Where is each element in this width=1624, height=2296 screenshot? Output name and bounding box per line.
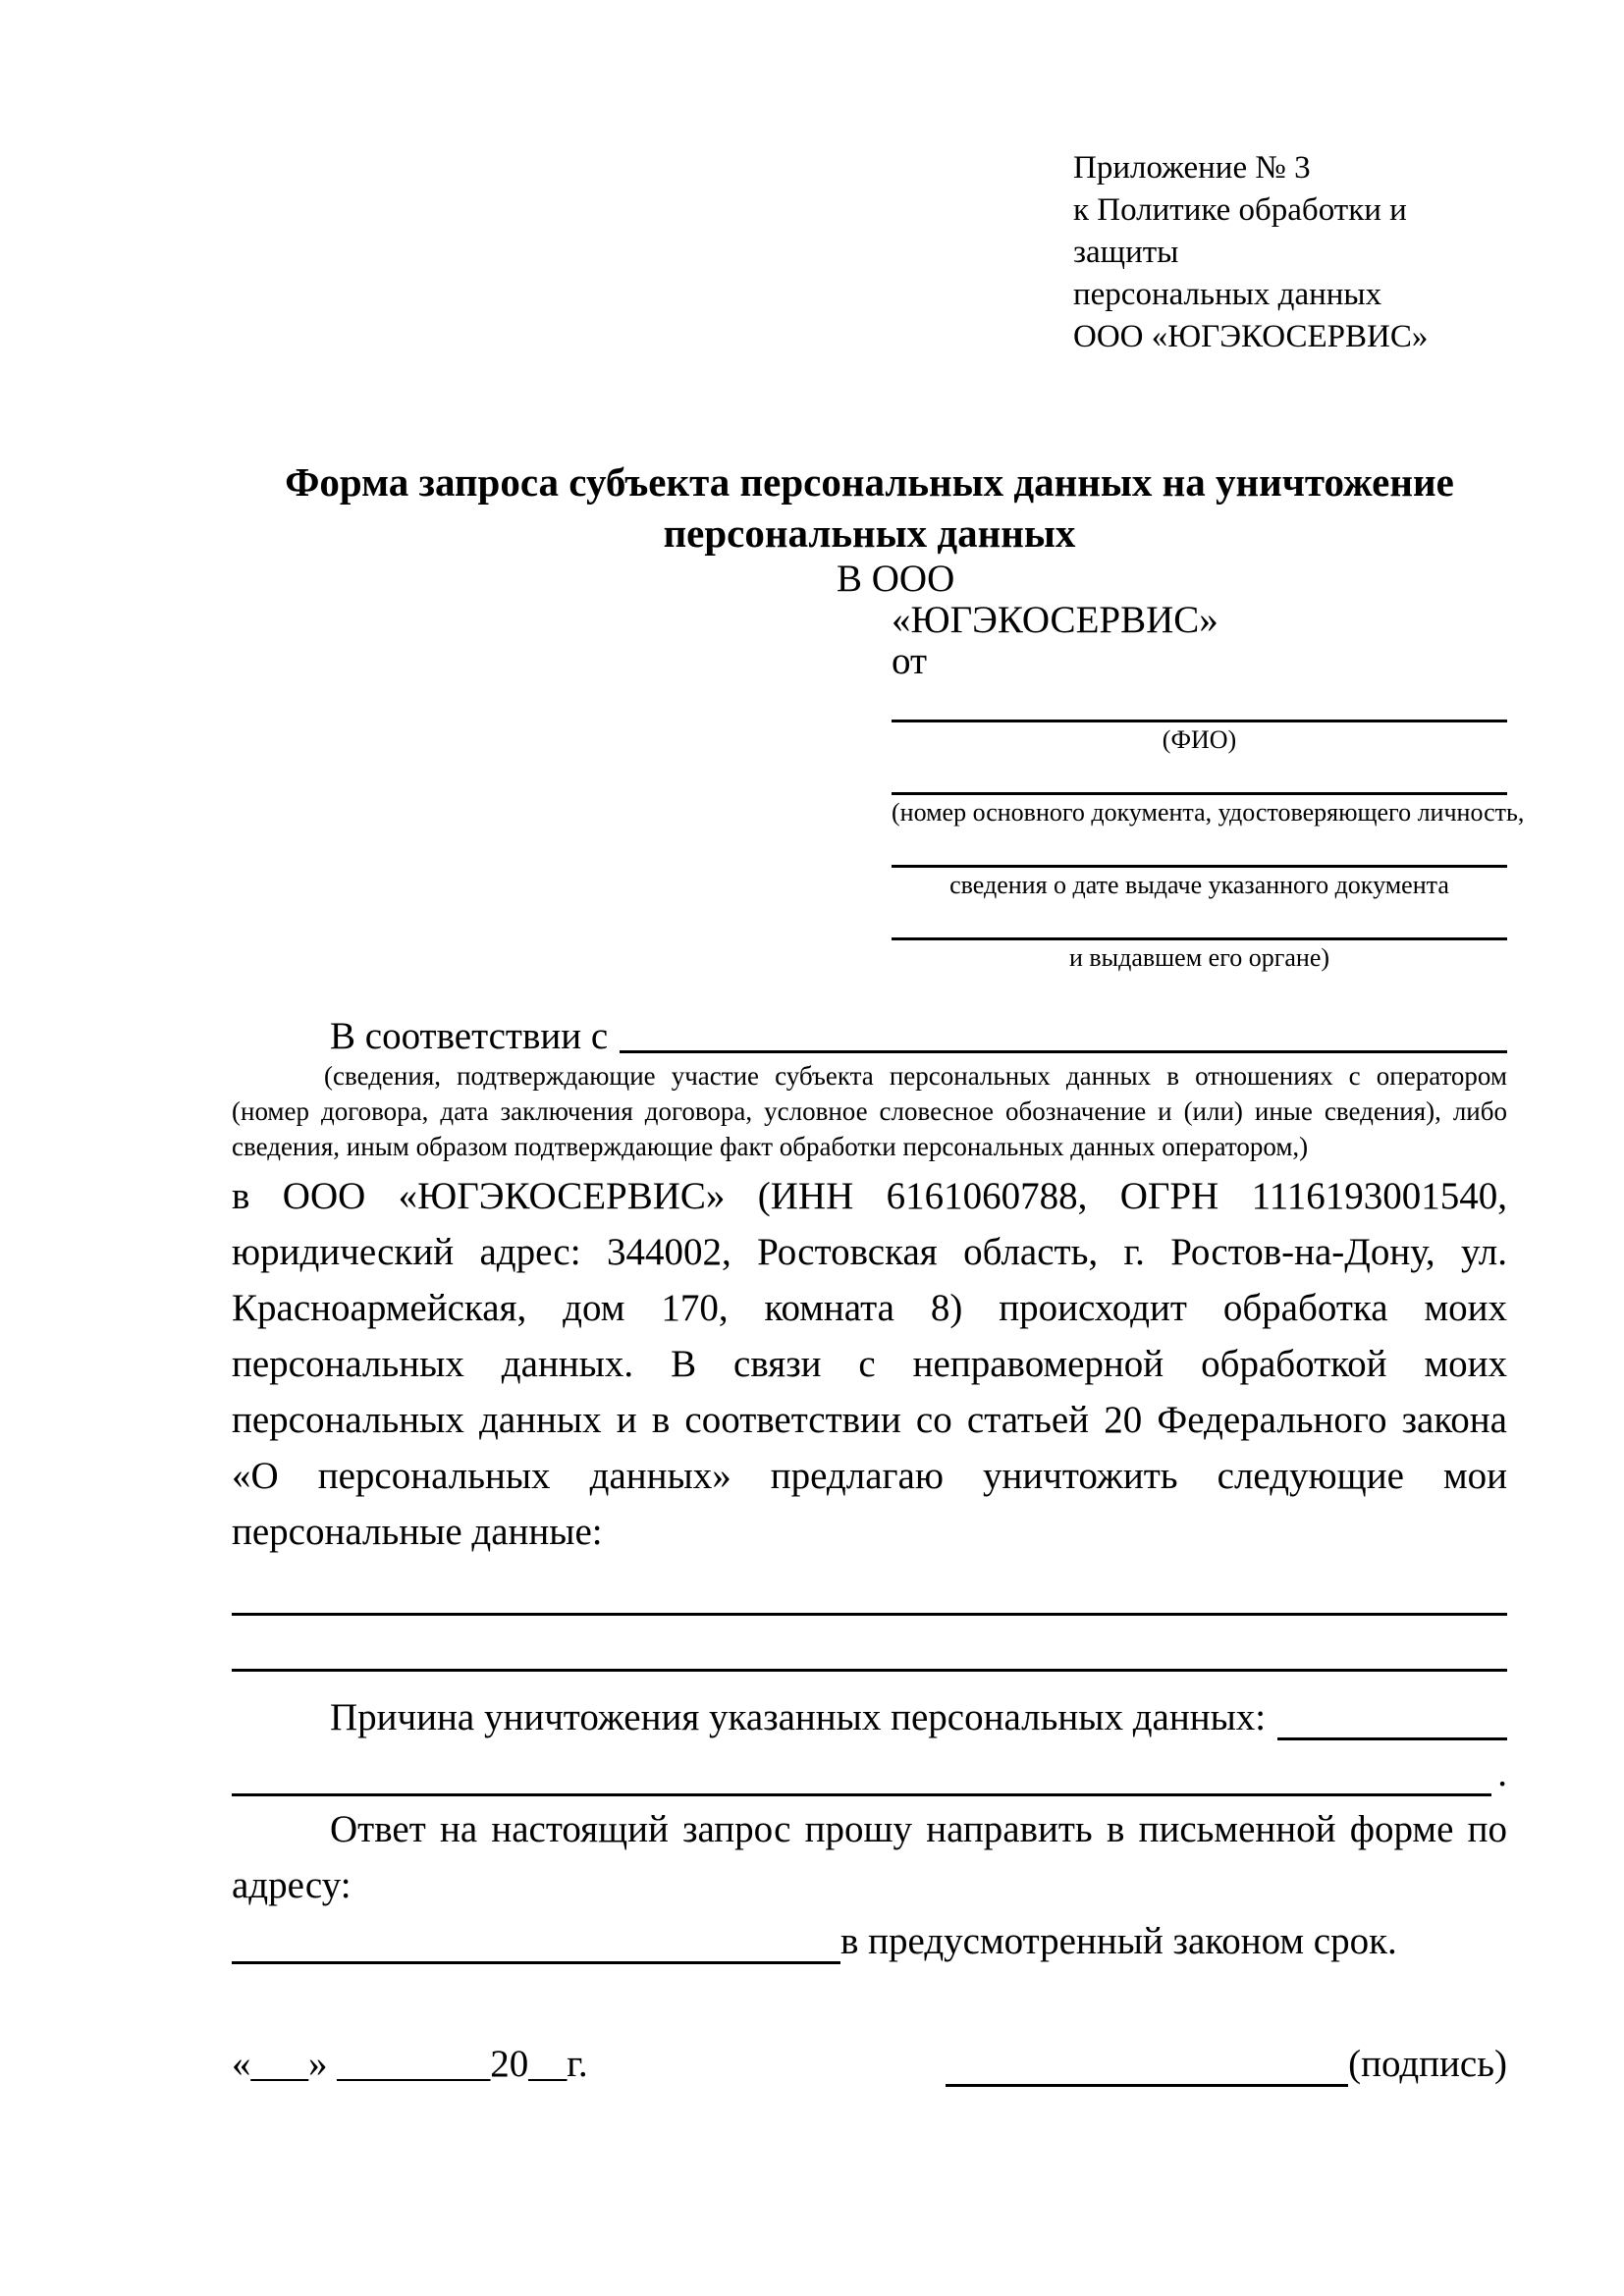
personal-data-blank-line	[232, 1616, 1507, 1672]
issue-date-field-line	[892, 841, 1507, 868]
document-number-field-caption: (номер основного документа, удостоверяющего личность,	[892, 798, 1525, 827]
reason-row	[232, 1689, 1507, 1745]
fio-field	[892, 696, 1507, 755]
issuer-field-line	[892, 914, 1507, 940]
signature-caption: (подпись)	[1348, 2043, 1507, 2085]
answer-paragraph: Ответ на настоящий запрос прошу направить в письменной форме по адресу:	[232, 1808, 1507, 1906]
accordance-blank-line	[620, 1050, 1507, 1053]
issue-date-field	[892, 841, 1507, 900]
reason-blank-line	[1277, 1737, 1507, 1740]
document-number-field-line	[892, 769, 1507, 795]
signature-blank-line	[946, 2084, 1348, 2087]
main-paragraph: в ООО «ЮГЭКОСЕРВИС» (ИНН 6161060788, ОГРН 1116193001540, юридический адрес: 344002, Ростовская область, г. Ростов-на-Дону, ул. Красноармейская, дом 170, комната 8) происходит обработка моих персональных данных. В связи с неправомерной обработкой моих персональных данных и в соответствии со статьей 20 Федерального закона «О персональных данных» предлагаю уничтожить следующие мои персональные данные:	[232, 1175, 1507, 1553]
accordance-note: (сведения, подтверждающие участие субъекта персональных данных в отношениях с оператором (номер договора, дата заключения договора, условное словесное обозначение и (или) иные сведения), либо сведения, иным образом подтверждающие факт обработки персональных данных оператором,)	[232, 1061, 1507, 1161]
reason-continuation-row	[232, 1745, 1507, 1801]
addressee-to-ooo: В ООО	[837, 558, 955, 600]
annex-header-line: Приложение № 3	[1073, 150, 1311, 186]
addressee-org-name: «ЮГЭКОСЕРВИС»	[892, 599, 1218, 641]
signature-row	[232, 2036, 1507, 2092]
accordance-row	[232, 1014, 1507, 1058]
issuer-field-caption: и выдавшем его органе)	[1068, 943, 1330, 972]
answer-tail-text: в предусмотренный законом срок.	[840, 1920, 1397, 1962]
fio-field-caption: (ФИО)	[1162, 725, 1237, 754]
accordance-label: В соответствии с	[330, 1015, 609, 1057]
issuer-field	[892, 914, 1507, 973]
annex-header	[1073, 147, 1507, 358]
issue-date-field-caption: сведения о дате выдаче указанного документа	[949, 871, 1449, 899]
addressee-from-label: от	[892, 640, 928, 682]
addressee-block	[837, 558, 1525, 973]
document-number-field	[892, 769, 1525, 828]
date-blank: «___» ________20__г.	[232, 2043, 588, 2085]
document-title: Форма запроса субъекта персональных данных на уничтожение персональных данных	[285, 459, 1454, 556]
annex-header-line: ООО «ЮГЭКОСЕРВИС»	[1073, 319, 1429, 354]
annex-header-line: персональных данных	[1073, 277, 1382, 312]
personal-data-blank-line	[232, 1560, 1507, 1616]
reason-label: Причина уничтожения указанных персональных данных:	[330, 1696, 1267, 1738]
reason-continuation-line	[232, 1793, 1491, 1796]
reason-period: .	[1497, 1752, 1507, 1794]
fio-field-line	[892, 696, 1507, 722]
annex-header-line: к Политике обработки и защиты	[1073, 192, 1407, 270]
answer-address-blank-line	[232, 1961, 840, 1964]
answer-address-row	[232, 1913, 1507, 1969]
